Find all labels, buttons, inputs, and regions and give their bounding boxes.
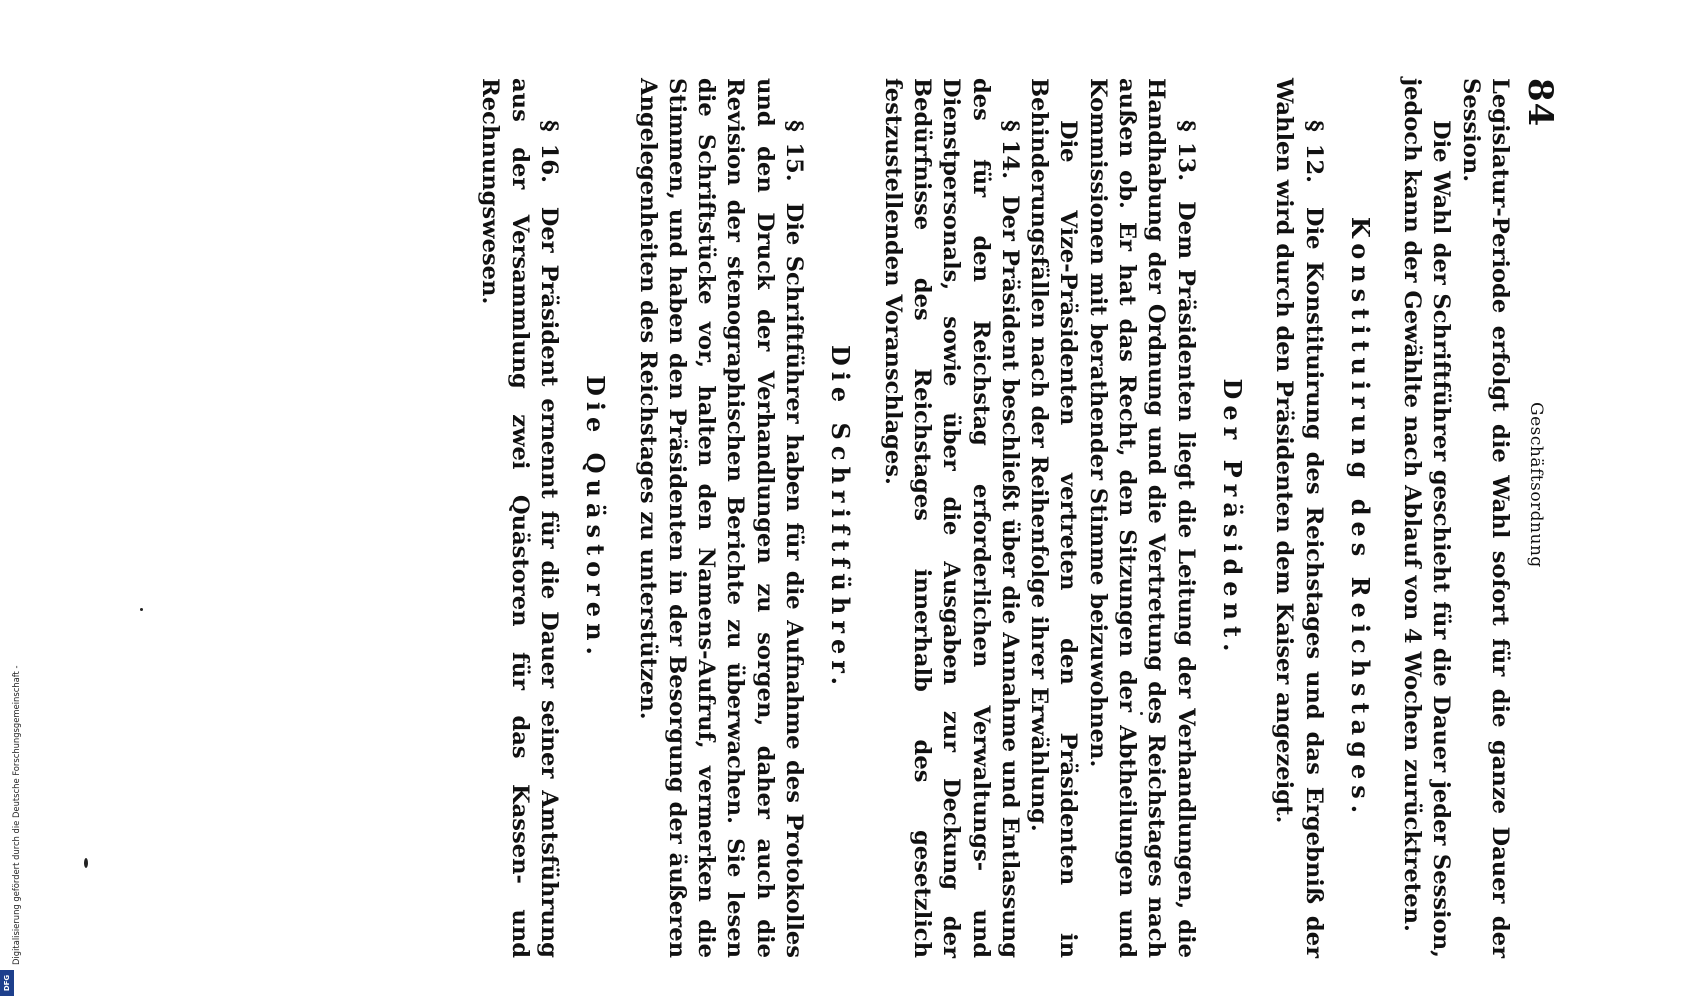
paragraph-section-12: [1269, 78, 1328, 958]
heading-konstituirung: Konstituirung des Reichstages.: [1345, 216, 1375, 820]
heading-quaestoren: Die Quästoren.: [581, 375, 611, 661]
paragraph-text: Dem Präsidenten liegt die Leitung der Verhandlungen, die Handhabung der Ordnung und die Vertretung des Reichstages nach außen ob. Er hat das Recht, den Sitzungen der Abtheilungen und Kommissionen mit berathender Stimme beizuwohnen.: [1084, 78, 1199, 958]
digitization-attribution: [10, 612, 22, 972]
paragraph-text: Die Konstituirung des Reichstages und das Ergebniß der Wahlen wird durch den Präsidenten dem Kaiser angezeigt.: [1271, 78, 1327, 958]
paragraph-schriftfuehrer-wahl: Die Wahl der Schriftführer geschieht für die Dauer jeder Session, jedoch kann der Gewählte nach Ablauf von 4 Wochen zurücktreten.: [1399, 78, 1455, 958]
paragraph-vize-praesidenten: [1024, 78, 1083, 958]
scan-speck: [140, 608, 143, 611]
section-mark: § 14.: [996, 120, 1023, 180]
dfg-logo-text: DFG: [3, 974, 11, 992]
heading-praesident: Der Präsident.: [1217, 378, 1247, 658]
paragraph-continuation: Legislatur-Periode erfolgt die Wahl sofort für die ganze Dauer der Session.: [1457, 78, 1513, 958]
section-mark: § 16.: [535, 120, 562, 184]
page-header: [1520, 72, 1560, 972]
rotated-page-content: [120, 72, 1560, 972]
paragraph-section-15: [632, 78, 808, 958]
body-text: [475, 78, 1514, 958]
page-number: 84: [1520, 78, 1560, 128]
section-mark: § 12.: [1300, 120, 1327, 184]
running-head: Geschäftsordnung: [1526, 402, 1546, 568]
paragraph-text: Die Schriftführer haben für die Aufnahme des Protokolles und den Druck der Verhandlungen zu sorgen, daher auch die Revision der stenographischen Berichte zu überwachen. Sie lesen die Schriftstücke vor, halten den Namens-Aufruf, vermerken die Stimmen, und haben den Präsidenten in der Besorgung der äußeren Angelegenheiten des Reichstages zu unterstützen.: [634, 78, 808, 958]
scan-speck: [84, 858, 88, 868]
attribution-text: Digitalisierung gefördert durch die Deutsche Forschungsgemeinschaft -: [11, 665, 21, 965]
section-mark: § 15.: [781, 120, 808, 182]
heading-schriftfuehrer: Die Schriftführer.: [826, 344, 856, 692]
dfg-logo: [0, 970, 14, 996]
paragraph-text: Die Vize-Präsidenten vertreten den Präsidenten in Behinderungsfällen nach der Reihenfolge ihrer Erwählung.: [1026, 78, 1082, 958]
paragraph-text: Der Präsident ernennt für die Dauer seiner Amtsführung aus der Versammlung zwei Quästoren für das Kassen- und Rechnungswesen.: [477, 78, 562, 958]
scan-speck: [1140, 712, 1143, 715]
paragraph-section-16: [475, 78, 563, 958]
paragraph-section-14: [877, 78, 1023, 958]
paragraph-section-13: [1082, 78, 1199, 958]
section-mark: § 13.: [1172, 120, 1199, 182]
paragraph-text: Der Präsident beschließt über die Annahme und Entlassung des für den Reichstag erforderlichen Verwaltungs- und Dienstpersonals, sowie über die Ausgaben zur Deckung der Bedürfnisse des Reichstages innerhalb des gesetzlich festzustellenden Voranschlages.: [879, 78, 1023, 958]
